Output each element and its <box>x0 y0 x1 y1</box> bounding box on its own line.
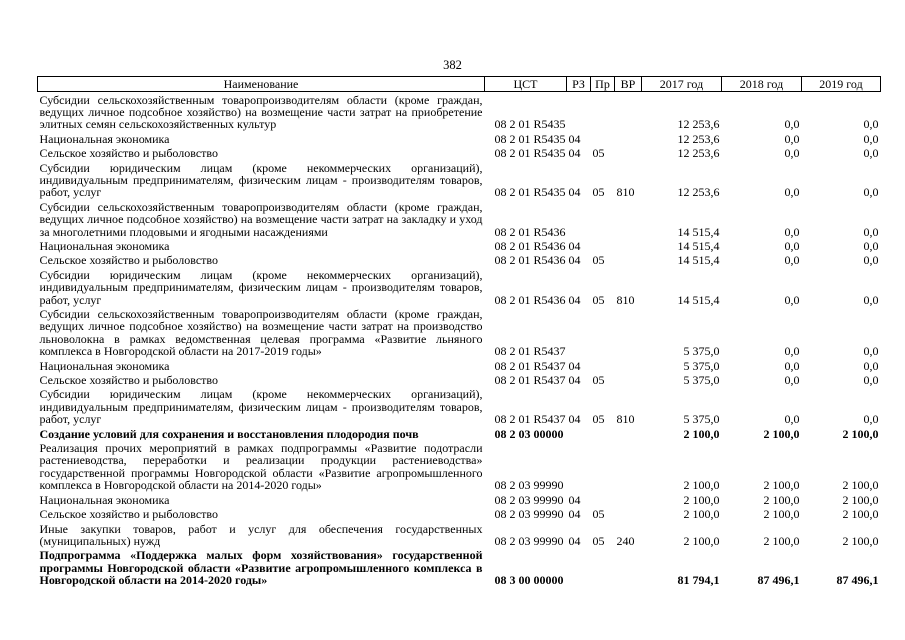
table-row <box>38 373 881 387</box>
cell-y2019: 0,0 <box>863 146 879 161</box>
cell-y2019: 87 496,1 <box>836 573 879 588</box>
cell-pr <box>591 199 615 238</box>
cell-rz: 04 <box>568 533 581 548</box>
cell-cst: 08 2 03 99990 <box>494 533 564 548</box>
cell-y2017: 5 375,0 <box>683 412 720 427</box>
cell-vr: 810 <box>616 292 635 307</box>
cell-y2018: 0,0 <box>784 117 800 132</box>
cell-rz: 04 <box>568 292 581 307</box>
cell-cst: 08 3 00 00000 <box>494 573 564 588</box>
cell-y2017: 12 253,6 <box>677 117 720 132</box>
cell-y2017: 2 100,0 <box>683 507 720 522</box>
page-number: 382 <box>443 58 462 72</box>
cell-y2019: 0,0 <box>863 344 879 359</box>
cell-pr <box>591 426 615 440</box>
cell-pr: 05 <box>592 533 605 548</box>
table-row <box>38 548 881 587</box>
table-row <box>38 253 881 267</box>
cell-name: Национальная экономика <box>39 131 170 146</box>
cell-y2018: 0,0 <box>784 131 800 146</box>
cell-cst: 08 2 01 R5435 <box>494 117 566 132</box>
cell-y2018: 0,0 <box>784 344 800 359</box>
cell-rz: 04 <box>568 492 581 507</box>
cell-y2017: 14 515,4 <box>677 224 720 239</box>
cell-y2018: 0,0 <box>784 224 800 239</box>
cell-vr <box>615 131 642 145</box>
table-row <box>38 131 881 145</box>
cell-y2019: 0,0 <box>863 253 879 268</box>
cell-rz <box>567 548 591 587</box>
cell-y2017: 5 375,0 <box>683 373 720 388</box>
cell-cst: 08 2 03 00000 <box>494 426 564 441</box>
cell-y2017: 2 100,0 <box>683 426 720 441</box>
cell-pr: 05 <box>592 507 605 522</box>
cell-pr: 05 <box>592 253 605 268</box>
header-cst: ЦСТ <box>485 77 567 92</box>
cell-rz: 04 <box>568 238 581 253</box>
cell-name: Сельское хозяйство и рыболовство <box>39 373 219 388</box>
table-row <box>38 238 881 252</box>
cell-y2019: 2 100,0 <box>842 507 879 522</box>
cell-vr: 810 <box>616 412 635 427</box>
cell-vr <box>615 548 642 587</box>
table-row <box>38 160 881 199</box>
table-row <box>38 358 881 372</box>
cell-y2019: 0,0 <box>863 185 879 200</box>
cell-cst: 08 2 01 R5435 <box>494 185 566 200</box>
cell-name: Субсидии сельскохозяйственным товаропроизводителям области (кроме граждан, ведущих личное подсобное хозяйство) на возмещение части затрат на закладку и уход за многолетними плодовыми и ягодными насаждениями <box>39 199 483 239</box>
cell-pr <box>591 92 615 132</box>
cell-cst: 08 2 01 R5435 <box>494 146 566 161</box>
cell-y2017: 12 253,6 <box>677 146 720 161</box>
cell-y2019: 0,0 <box>863 117 879 132</box>
cell-y2017: 12 253,6 <box>677 185 720 200</box>
cell-vr <box>615 441 642 493</box>
cell-rz: 04 <box>568 131 581 146</box>
table-header <box>38 77 881 92</box>
cell-pr <box>591 441 615 493</box>
cell-rz: 04 <box>568 412 581 427</box>
cell-y2018: 0,0 <box>784 292 800 307</box>
cell-rz: 04 <box>568 146 581 161</box>
cell-y2019: 0,0 <box>863 412 879 427</box>
cell-y2018: 0,0 <box>784 358 800 373</box>
cell-y2019: 2 100,0 <box>842 478 879 493</box>
cell-y2019: 0,0 <box>863 373 879 388</box>
table-row <box>38 507 881 521</box>
cell-rz <box>567 92 591 132</box>
table-row <box>38 387 881 426</box>
cell-vr: 810 <box>616 185 635 200</box>
cell-name: Национальная экономика <box>39 238 170 253</box>
cell-cst: 08 2 01 R5435 <box>494 131 566 146</box>
cell-name: Подпрограмма «Поддержка малых форм хозяйствования» государственной программы Новгородской области «Развитие агропромышленного комплекса в Новгородской области на 2014-2020 годы» <box>39 548 483 588</box>
cell-rz: 04 <box>568 358 581 373</box>
cell-cst: 08 2 01 R5437 <box>494 344 566 359</box>
cell-name: Сельское хозяйство и рыболовство <box>39 253 219 268</box>
cell-cst: 08 2 03 99990 <box>494 492 564 507</box>
table-row <box>38 199 881 238</box>
cell-y2017: 14 515,4 <box>677 292 720 307</box>
cell-y2017: 5 375,0 <box>683 358 720 373</box>
cell-y2018: 0,0 <box>784 373 800 388</box>
cell-pr <box>591 131 615 145</box>
cell-y2018: 87 496,1 <box>757 573 800 588</box>
cell-cst: 08 2 01 R5436 <box>494 224 566 239</box>
cell-rz <box>567 426 591 440</box>
cell-vr <box>615 373 642 387</box>
cell-y2019: 0,0 <box>863 238 879 253</box>
table-row <box>38 267 881 306</box>
cell-y2017: 5 375,0 <box>683 344 720 359</box>
cell-vr <box>615 238 642 252</box>
cell-pr: 05 <box>592 373 605 388</box>
cell-name: Иные закупки товаров, работ и услуг для обеспечения государственных (муниципальных) нужд <box>39 521 483 548</box>
cell-y2019: 0,0 <box>863 292 879 307</box>
cell-rz <box>567 441 591 493</box>
cell-name: Национальная экономика <box>39 492 170 507</box>
cell-vr <box>615 253 642 267</box>
cell-vr <box>615 426 642 440</box>
cell-rz: 04 <box>568 253 581 268</box>
cell-y2019: 2 100,0 <box>842 426 879 441</box>
cell-y2017: 2 100,0 <box>683 533 720 548</box>
header-vr: ВР <box>615 77 642 92</box>
cell-y2018: 0,0 <box>784 238 800 253</box>
cell-pr: 05 <box>592 146 605 161</box>
cell-pr <box>591 307 615 359</box>
table-row <box>38 92 881 132</box>
cell-name: Сельское хозяйство и рыболовство <box>39 507 219 522</box>
cell-pr: 05 <box>592 412 605 427</box>
cell-cst: 08 2 01 R5437 <box>494 358 566 373</box>
cell-y2018: 0,0 <box>784 412 800 427</box>
cell-vr <box>615 507 642 521</box>
cell-name: Национальная экономика <box>39 358 170 373</box>
cell-y2018: 2 100,0 <box>763 492 800 507</box>
cell-cst: 08 2 03 99990 <box>494 507 564 522</box>
cell-rz: 04 <box>568 507 581 522</box>
cell-y2019: 0,0 <box>863 131 879 146</box>
cell-cst: 08 2 03 99990 <box>494 478 564 493</box>
cell-y2019: 0,0 <box>863 224 879 239</box>
cell-y2018: 2 100,0 <box>763 507 800 522</box>
cell-cst: 08 2 01 R5436 <box>494 238 566 253</box>
cell-rz: 04 <box>568 373 581 388</box>
cell-name: Субсидии юридическим лицам (кроме некоммерческих организаций), индивидуальным предпринимателям, физическим лицам - производителям товаров, работ, услуг <box>39 160 483 200</box>
cell-y2017: 2 100,0 <box>683 492 720 507</box>
cell-y2018: 0,0 <box>784 185 800 200</box>
budget-table <box>37 76 881 587</box>
cell-pr: 05 <box>592 185 605 200</box>
cell-pr <box>591 548 615 587</box>
table-row <box>38 441 881 493</box>
cell-vr <box>615 92 642 132</box>
cell-vr <box>615 492 642 506</box>
cell-y2018: 0,0 <box>784 146 800 161</box>
cell-name: Субсидии юридическим лицам (кроме некоммерческих организаций), индивидуальным предпринимателям, физическим лицам - производителям товаров, работ, услуг <box>39 387 483 427</box>
cell-rz <box>567 307 591 359</box>
cell-vr <box>615 146 642 160</box>
header-name: Наименование <box>38 77 485 92</box>
header-pr: Пр <box>591 77 615 92</box>
cell-y2018: 2 100,0 <box>763 426 800 441</box>
cell-vr <box>615 199 642 238</box>
table-row <box>38 426 881 440</box>
cell-name: Сельское хозяйство и рыболовство <box>39 146 219 161</box>
cell-y2019: 2 100,0 <box>842 533 879 548</box>
table-row <box>38 521 881 548</box>
cell-cst: 08 2 01 R5437 <box>494 373 566 388</box>
cell-y2018: 2 100,0 <box>763 533 800 548</box>
cell-cst: 08 2 01 R5437 <box>494 412 566 427</box>
cell-y2017: 2 100,0 <box>683 478 720 493</box>
cell-y2019: 2 100,0 <box>842 492 879 507</box>
table-row <box>38 307 881 359</box>
cell-vr <box>615 358 642 372</box>
cell-y2018: 2 100,0 <box>763 478 800 493</box>
header-2019: 2019 год <box>802 77 881 92</box>
header-2017: 2017 год <box>642 77 722 92</box>
cell-pr <box>591 492 615 506</box>
cell-y2018: 0,0 <box>784 253 800 268</box>
cell-name: Реализация прочих мероприятий в рамках подпрограммы «Развитие подотрасли растениеводства, переработки и реализации продукции растениеводства» государственной программы Новгородской области «Развитие агропромышленного комплекса в Новгородской области на 2014-2020 годы» <box>39 441 483 493</box>
table-row <box>38 146 881 160</box>
header-2018: 2018 год <box>722 77 802 92</box>
cell-pr <box>591 358 615 372</box>
cell-rz <box>567 199 591 238</box>
cell-y2017: 81 794,1 <box>677 573 720 588</box>
cell-name: Субсидии сельскохозяйственным товаропроизводителям области (кроме граждан, ведущих личное подсобное хозяйство) на возмещение части затрат на производство льноволокна в рамках ведомственная целевая программа «Развитие льняного комплекса в Новгородской области на 2017-2019 годы» <box>39 307 483 359</box>
table-body <box>38 92 881 588</box>
cell-y2017: 14 515,4 <box>677 238 720 253</box>
cell-vr <box>615 307 642 359</box>
cell-cst: 08 2 01 R5436 <box>494 253 566 268</box>
cell-vr: 240 <box>616 533 635 548</box>
cell-name: Субсидии сельскохозяйственным товаропроизводителям области (кроме граждан, ведущих личное подсобное хозяйство) на возмещение части затрат на приобретение элитных семян сельскохозяйственных культур <box>39 92 483 132</box>
header-rz: РЗ <box>567 77 591 92</box>
cell-y2019: 0,0 <box>863 358 879 373</box>
cell-pr <box>591 238 615 252</box>
table-row <box>38 492 881 506</box>
cell-cst: 08 2 01 R5436 <box>494 292 566 307</box>
cell-y2017: 12 253,6 <box>677 131 720 146</box>
cell-name: Создание условий для сохранения и восстановления плодородия почв <box>39 426 419 441</box>
cell-y2017: 14 515,4 <box>677 253 720 268</box>
cell-name: Субсидии юридическим лицам (кроме некоммерческих организаций), индивидуальным предпринимателям, физическим лицам - производителям товаров, работ, услуг <box>39 267 483 307</box>
cell-pr: 05 <box>592 292 605 307</box>
cell-rz: 04 <box>568 185 581 200</box>
